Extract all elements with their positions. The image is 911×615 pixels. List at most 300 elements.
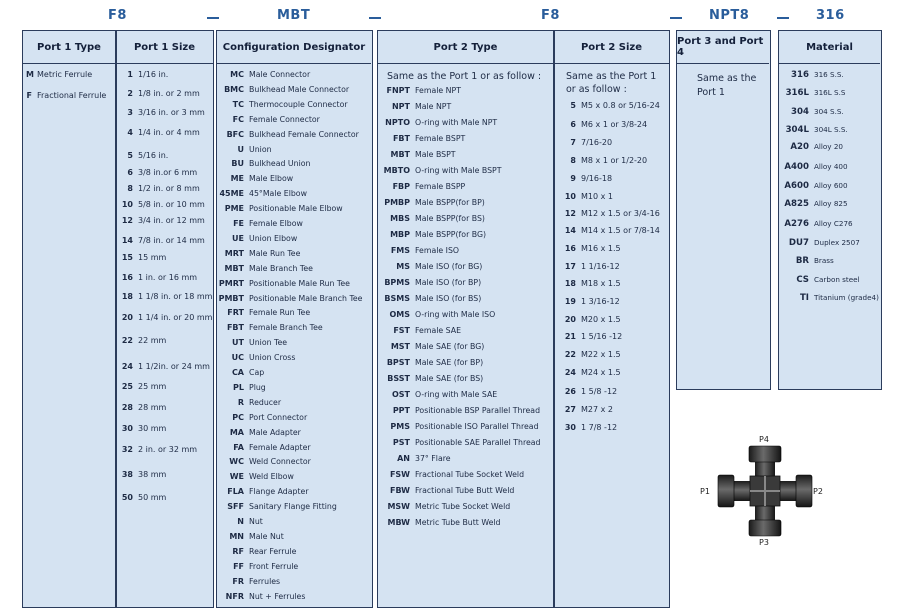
material-item-code: 316 bbox=[791, 70, 809, 80]
port2-type-item-desc: Male SAE (for BS) bbox=[415, 374, 484, 383]
cross-fitting-diagram bbox=[700, 432, 830, 550]
port2-type-item-desc: Male ISO (for BS) bbox=[415, 294, 482, 303]
port2-type-item-desc: O-ring with Male BSPT bbox=[415, 166, 502, 175]
port1-size-item-code: 4 bbox=[127, 128, 133, 137]
port2-size-item-code: 12 bbox=[564, 209, 576, 218]
port2-type-item bbox=[378, 119, 497, 127]
port1-type-item bbox=[26, 92, 106, 100]
config-item-desc: Male Elbow bbox=[249, 174, 294, 184]
config-item-desc: Rear Ferrule bbox=[249, 546, 297, 556]
port2-size-item-desc: 1 7/8 -12 bbox=[581, 423, 618, 432]
config-item bbox=[217, 86, 349, 94]
config-item-desc: Union Tee bbox=[249, 338, 288, 348]
col-header-config: Configuration Designator bbox=[217, 31, 371, 64]
config-item-desc: Female Adapter bbox=[249, 442, 311, 452]
port2-size-item bbox=[554, 210, 660, 218]
port2-type-item-code: FST bbox=[393, 326, 410, 335]
port2-size-item-code: 10 bbox=[564, 192, 576, 201]
config-item-code: PMRT bbox=[218, 278, 244, 288]
port2-type-item-code: OST bbox=[391, 390, 410, 399]
port2-size-item-code: 14 bbox=[564, 226, 576, 235]
port1-size-item-desc: 1 1/8 in. or 18 mm bbox=[138, 292, 213, 301]
config-item-desc: Positionable Male Run Tee bbox=[249, 278, 350, 288]
material-item-desc: Duplex 2507 bbox=[814, 238, 860, 247]
port2-type-item-code: FNPT bbox=[386, 86, 410, 95]
config-item-code: PL bbox=[233, 382, 244, 392]
material-item-code: A825 bbox=[784, 199, 809, 209]
col-header-port2-type: Port 2 Type bbox=[378, 31, 553, 64]
port1-size-item-desc: 50 mm bbox=[138, 493, 167, 502]
port1-size-item bbox=[116, 71, 168, 79]
port2-size-item-desc: M14 x 1.5 or 7/8-14 bbox=[581, 226, 660, 235]
port2-type-item bbox=[378, 247, 459, 255]
config-item-desc: 45°Male Elbow bbox=[249, 189, 307, 199]
port1-size-item bbox=[116, 129, 200, 137]
port2-size-item bbox=[554, 139, 612, 147]
port2-type-item bbox=[378, 391, 497, 399]
port2-type-item-desc: 37° Flare bbox=[415, 454, 451, 463]
config-item bbox=[217, 593, 305, 601]
port1-size-item-code: 8 bbox=[127, 184, 133, 193]
port1-size-item bbox=[116, 90, 200, 98]
material-item bbox=[779, 182, 848, 191]
port1-size-item-desc: 3/16 in. or 3 mm bbox=[138, 108, 205, 117]
port2-type-item-code: MBW bbox=[387, 518, 410, 527]
config-item bbox=[217, 235, 297, 243]
port1-size-item-desc: 1 1/4 in. or 20 mm bbox=[138, 313, 213, 322]
material-item-code: A400 bbox=[784, 162, 809, 172]
cross-fitting-icon bbox=[700, 432, 830, 550]
port2-size-item-code: 8 bbox=[570, 156, 576, 165]
config-item bbox=[217, 309, 310, 317]
col-header-port1-type: Port 1 Type bbox=[23, 31, 115, 64]
config-item-desc: Weld Connector bbox=[249, 457, 311, 467]
label-p3: P3 bbox=[759, 538, 769, 547]
material-item bbox=[779, 143, 843, 152]
header-material: 316 bbox=[816, 8, 845, 23]
port1-type-item-code: M bbox=[26, 70, 34, 79]
config-item-code: U bbox=[237, 144, 244, 154]
port1-size-item-code: 6 bbox=[127, 168, 133, 177]
material-item-code: BR bbox=[795, 256, 809, 266]
port1-size-item-code: 10 bbox=[121, 200, 133, 209]
col-header-port34: Port 3 and Port 4 bbox=[677, 31, 769, 64]
port1-size-item bbox=[116, 494, 166, 502]
port1-size-item-code: 30 bbox=[121, 424, 133, 433]
port1-size-item-desc: 15 mm bbox=[138, 253, 167, 262]
port1-size-item bbox=[116, 201, 205, 209]
port2-type-item-desc: Male BSPT bbox=[415, 150, 456, 159]
port1-size-item-desc: 1/8 in. or 2 mm bbox=[138, 89, 200, 98]
panel-port1 bbox=[22, 30, 214, 608]
config-item-desc: Male Nut bbox=[249, 531, 284, 541]
port2-type-item-code: FBT bbox=[392, 134, 410, 143]
config-item-code: FLA bbox=[227, 487, 244, 497]
port2-type-item-code: FBP bbox=[392, 182, 410, 191]
port1-size-item bbox=[116, 254, 166, 262]
port2-size-item-desc: M16 x 1.5 bbox=[581, 244, 621, 253]
port1-size-item-code: 18 bbox=[121, 292, 133, 301]
port1-size-item bbox=[116, 446, 197, 454]
config-item-code: MRT bbox=[224, 248, 244, 258]
port1-size-item bbox=[116, 109, 205, 117]
material-item bbox=[779, 163, 848, 172]
config-item-code: FA bbox=[233, 442, 244, 452]
config-item-code: SFF bbox=[227, 502, 244, 512]
material-item bbox=[779, 126, 848, 135]
port2-type-item bbox=[378, 295, 481, 303]
port1-size-item bbox=[116, 404, 166, 412]
config-item-code: WE bbox=[229, 472, 244, 482]
port2-type-intro: Same as the Port 1 or as follow : bbox=[387, 71, 542, 82]
port2-size-item-code: 18 bbox=[564, 279, 576, 288]
panel-port34 bbox=[676, 30, 771, 390]
port2-type-item-code: PMS bbox=[390, 422, 410, 431]
header-f8-left: F8 bbox=[108, 8, 127, 23]
port2-size-item-code: 20 bbox=[564, 315, 576, 324]
material-item-desc: 304 S.S. bbox=[814, 107, 844, 116]
port2-size-item-code: 21 bbox=[564, 332, 576, 341]
port1-size-item-desc: 7/8 in. or 14 mm bbox=[138, 236, 205, 245]
port2-type-item bbox=[378, 407, 540, 415]
header-dash bbox=[207, 17, 219, 19]
config-item bbox=[217, 265, 313, 273]
port2-size-item-desc: M27 x 2 bbox=[581, 405, 613, 414]
port1-size-item-code: 24 bbox=[121, 362, 133, 371]
port2-size-item-desc: 1 1/16-12 bbox=[581, 262, 620, 271]
port2-type-item-desc: Female BSPP bbox=[415, 182, 466, 191]
port2-size-item-desc: M24 x 1.5 bbox=[581, 368, 621, 377]
port2-type-item-code: MS bbox=[396, 262, 410, 271]
port2-type-item bbox=[378, 151, 456, 159]
port1-size-item-desc: 1 in. or 16 mm bbox=[138, 273, 198, 282]
material-item-code: 304 bbox=[791, 107, 809, 117]
port2-type-item-desc: Fractional Tube Socket Weld bbox=[415, 470, 525, 479]
port2-type-item-code: NPT bbox=[391, 102, 410, 111]
config-item bbox=[217, 518, 263, 526]
port1-size-item bbox=[116, 237, 205, 245]
port1-size-item-desc: 25 mm bbox=[138, 382, 167, 391]
panel-port2 bbox=[377, 30, 670, 608]
port1-size-item bbox=[116, 383, 166, 391]
config-item-desc: Bulkhead Female Connector bbox=[249, 129, 359, 139]
port1-size-item-code: 14 bbox=[121, 236, 133, 245]
port2-type-item-code: FBW bbox=[390, 486, 410, 495]
port2-type-item-code: BSMS bbox=[384, 294, 410, 303]
material-item-desc: Titanium (grade4) bbox=[814, 293, 879, 302]
config-item bbox=[217, 354, 295, 362]
port1-type-item-desc: Metric Ferrule bbox=[37, 70, 93, 79]
port2-type-item-desc: Fractional Tube Butt Weld bbox=[415, 486, 515, 495]
port2-size-item bbox=[554, 245, 621, 253]
config-item-code: N bbox=[237, 517, 244, 526]
config-item-code: MA bbox=[229, 427, 244, 437]
port1-size-item-code: 16 bbox=[121, 273, 133, 282]
config-item-code: TC bbox=[232, 99, 244, 109]
material-item bbox=[779, 276, 860, 285]
port1-size-item-code: 12 bbox=[121, 216, 133, 225]
port2-type-item bbox=[378, 487, 514, 495]
col-header-port1-size: Port 1 Size bbox=[116, 31, 213, 64]
config-item-desc: Nut + Ferrules bbox=[249, 591, 306, 601]
config-item bbox=[217, 295, 362, 303]
port2-type-item bbox=[378, 359, 483, 367]
port2-size-item bbox=[554, 102, 660, 110]
material-item bbox=[779, 108, 844, 117]
port2-type-item-code: MST bbox=[390, 342, 410, 351]
port1-size-item-code: 15 bbox=[121, 253, 133, 262]
header-dash bbox=[670, 17, 682, 19]
port2-type-item bbox=[378, 231, 486, 239]
material-item-code: TI bbox=[799, 293, 809, 303]
config-item bbox=[217, 503, 337, 511]
port2-size-item-code: 24 bbox=[564, 368, 576, 377]
config-item bbox=[217, 548, 296, 556]
port1-size-item-code: 32 bbox=[121, 445, 133, 454]
config-item bbox=[217, 533, 284, 541]
config-item-desc: Female Branch Tee bbox=[249, 323, 323, 333]
material-item bbox=[779, 200, 848, 209]
config-item bbox=[217, 563, 298, 571]
port2-type-item-code: AN bbox=[397, 454, 410, 463]
config-item-code: FE bbox=[233, 219, 244, 228]
label-p2: P2 bbox=[813, 487, 823, 496]
header-f8-right: F8 bbox=[541, 8, 560, 23]
config-item-code: BFC bbox=[226, 129, 244, 139]
port1-size-item-code: 28 bbox=[121, 403, 133, 412]
header-mbt: MBT bbox=[277, 8, 311, 23]
config-item-desc: Male Run Tee bbox=[249, 248, 301, 258]
material-item-code: CS bbox=[796, 275, 809, 285]
config-item-code: UE bbox=[232, 233, 244, 243]
port2-type-item bbox=[378, 167, 502, 175]
port2-size-item bbox=[554, 369, 621, 377]
port2-type-item-code: FMS bbox=[390, 246, 410, 255]
port2-size-item-code: 19 bbox=[564, 297, 576, 306]
config-item-code: MBT bbox=[224, 263, 244, 273]
config-item-desc: Union bbox=[249, 144, 272, 154]
port2-type-item bbox=[378, 279, 481, 287]
header-dash bbox=[777, 17, 789, 19]
port2-type-item bbox=[378, 199, 485, 207]
config-item-desc: Bulkhead Union bbox=[249, 159, 311, 169]
config-item bbox=[217, 146, 272, 154]
material-item-code: A276 bbox=[784, 219, 809, 229]
port1-size-item-desc: 3/4 in. or 12 mm bbox=[138, 216, 205, 225]
material-item-code: 316L bbox=[785, 88, 809, 98]
port1-size-item-desc: 28 mm bbox=[138, 403, 167, 412]
config-item-desc: Union Elbow bbox=[249, 233, 298, 243]
port2-type-item-desc: Male SAE (for BG) bbox=[415, 342, 485, 351]
config-item-code: BMC bbox=[224, 84, 244, 94]
port2-type-item-code: MBS bbox=[390, 214, 410, 223]
port2-size-item bbox=[554, 280, 621, 288]
port2-type-item-code: OMS bbox=[389, 310, 410, 319]
material-item-desc: Brass bbox=[814, 256, 834, 265]
config-item bbox=[217, 160, 310, 168]
material-item-code: A600 bbox=[784, 181, 809, 191]
config-item-desc: Sanitary Flange Fitting bbox=[249, 502, 337, 512]
config-item-desc: Plug bbox=[249, 382, 266, 392]
config-item bbox=[217, 116, 320, 124]
port1-size-item bbox=[116, 217, 205, 225]
port1-size-item-code: 3 bbox=[127, 108, 133, 117]
port2-size-item-desc: 1 5/8 -12 bbox=[581, 387, 618, 396]
port2-type-item-code: PST bbox=[392, 438, 410, 447]
port1-type-item-desc: Fractional Ferrule bbox=[37, 91, 107, 100]
port2-size-item-desc: M18 x 1.5 bbox=[581, 279, 621, 288]
port2-type-item bbox=[378, 471, 524, 479]
port2-size-item-desc: M5 x 0.8 or 5/16-24 bbox=[581, 101, 660, 110]
port2-type-item-code: MBTO bbox=[383, 166, 410, 175]
port2-type-item bbox=[378, 439, 541, 447]
port2-type-item-desc: Male BSPP(for BP) bbox=[415, 198, 485, 207]
material-item-desc: 304L S.S. bbox=[814, 125, 848, 134]
port1-size-item bbox=[116, 471, 166, 479]
port2-size-item bbox=[554, 193, 613, 201]
port1-size-item-code: 20 bbox=[121, 313, 133, 322]
port1-size-item-desc: 30 mm bbox=[138, 424, 167, 433]
config-item-desc: Front Ferrule bbox=[249, 561, 299, 571]
material-item bbox=[779, 220, 853, 229]
port1-size-item-desc: 22 mm bbox=[138, 336, 167, 345]
port2-type-item-desc: Male BSPP(for BG) bbox=[415, 230, 487, 239]
config-item-code: PME bbox=[224, 204, 244, 214]
port2-type-item-desc: Female SAE bbox=[415, 326, 462, 335]
port2-size-item-code: 6 bbox=[570, 120, 576, 129]
panel-material bbox=[778, 30, 882, 390]
port2-type-item-desc: Metric Tube Butt Weld bbox=[415, 518, 501, 527]
config-item bbox=[217, 220, 303, 228]
port1-size-item-desc: 1/2 in. or 8 mm bbox=[138, 184, 200, 193]
material-item-desc: Carbon steel bbox=[814, 275, 860, 284]
material-item bbox=[779, 71, 844, 80]
port2-size-item bbox=[554, 298, 620, 306]
port2-type-item-desc: Male BSPP(for BS) bbox=[415, 214, 485, 223]
port2-size-item bbox=[554, 333, 622, 341]
port2-type-item-desc: Male ISO (for BG) bbox=[415, 262, 483, 271]
port2-size-item-code: 9 bbox=[570, 174, 576, 183]
header-npt8: NPT8 bbox=[709, 8, 750, 23]
port34-text-2: Port 1 bbox=[697, 87, 725, 98]
port2-size-item bbox=[554, 351, 621, 359]
port2-type-item bbox=[378, 87, 461, 95]
config-item-desc: Union Cross bbox=[249, 353, 296, 363]
config-item-desc: Nut bbox=[249, 517, 263, 526]
header-dash bbox=[369, 17, 381, 19]
config-item bbox=[217, 71, 310, 79]
port2-type-item bbox=[378, 183, 465, 191]
material-item-code: A20 bbox=[790, 142, 809, 152]
port1-size-item-desc: 5/16 in. bbox=[138, 151, 169, 160]
col-header-port2-size: Port 2 Size bbox=[554, 31, 669, 64]
port1-size-item-desc: 1/16 in. bbox=[138, 70, 169, 79]
config-item bbox=[217, 250, 300, 258]
port2-size-item bbox=[554, 157, 647, 165]
port2-size-item-code: 30 bbox=[564, 423, 576, 432]
port1-size-item bbox=[116, 169, 197, 177]
port2-type-item-desc: Male ISO (for BP) bbox=[415, 278, 482, 287]
config-item-code: MN bbox=[229, 531, 244, 541]
port2-type-item-desc: Female NPT bbox=[415, 86, 461, 95]
port2-type-item-desc: Positionable BSP Parallel Thread bbox=[415, 406, 541, 415]
port2-type-item bbox=[378, 455, 451, 463]
port1-size-item bbox=[116, 314, 212, 322]
material-item-desc: Alloy 825 bbox=[814, 199, 848, 208]
material-item bbox=[779, 294, 879, 303]
port1-size-item bbox=[116, 363, 210, 371]
config-item-code: R bbox=[237, 397, 244, 407]
config-item-code: 45ME bbox=[219, 189, 244, 199]
port2-size-item-desc: M22 x 1.5 bbox=[581, 350, 621, 359]
config-item-desc: Thermocouple Connector bbox=[249, 99, 348, 109]
config-item-desc: Male Adapter bbox=[249, 427, 301, 437]
config-item-code: WC bbox=[229, 457, 244, 467]
port2-size-item-code: 26 bbox=[564, 387, 576, 396]
port1-size-item-code: 50 bbox=[121, 493, 133, 502]
port2-type-item bbox=[378, 311, 495, 319]
port2-size-item-code: 16 bbox=[564, 244, 576, 253]
port2-type-item-code: BPST bbox=[386, 358, 410, 367]
port1-size-item-code: 2 bbox=[127, 89, 133, 98]
port2-type-item-desc: Positionable ISO Parallel Thread bbox=[415, 422, 539, 431]
port2-size-item bbox=[554, 175, 612, 183]
config-item-desc: Port Connector bbox=[249, 412, 308, 422]
port1-size-item-code: 38 bbox=[121, 470, 133, 479]
port2-type-item-desc: O-ring with Male ISO bbox=[415, 310, 496, 319]
port2-type-item bbox=[378, 327, 461, 335]
port1-size-item-desc: 3/8 in.or 6 mm bbox=[138, 168, 198, 177]
config-item bbox=[217, 101, 348, 109]
config-item bbox=[217, 444, 311, 452]
port2-size-item-desc: 1 3/16-12 bbox=[581, 297, 620, 306]
port1-size-item bbox=[116, 425, 166, 433]
port1-size-item-desc: 2 in. or 32 mm bbox=[138, 445, 198, 454]
port2-type-item bbox=[378, 343, 484, 351]
config-item-desc: Female Run Tee bbox=[249, 308, 311, 318]
config-item-code: CA bbox=[231, 368, 244, 377]
port2-size-item-desc: M20 x 1.5 bbox=[581, 315, 621, 324]
port1-size-item-code: 25 bbox=[121, 382, 133, 391]
port2-size-item-desc: M6 x 1 or 3/8-24 bbox=[581, 120, 648, 129]
config-item-code: NFR bbox=[225, 591, 244, 601]
config-item-desc: Cap bbox=[249, 368, 265, 377]
config-item bbox=[217, 429, 301, 437]
port2-type-item-desc: Metric Tube Socket Weld bbox=[415, 502, 511, 511]
material-item-desc: Alloy C276 bbox=[814, 219, 853, 228]
material-item-desc: 316L S.S bbox=[814, 88, 846, 97]
config-item bbox=[217, 369, 264, 377]
port2-size-item bbox=[554, 263, 620, 271]
port2-size-item bbox=[554, 316, 621, 324]
config-item-code: FBT bbox=[226, 323, 244, 333]
port2-size-item-desc: M10 x 1 bbox=[581, 192, 613, 201]
label-p1: P1 bbox=[700, 487, 710, 496]
port2-size-item bbox=[554, 406, 613, 414]
port2-size-item-code: 7 bbox=[570, 138, 576, 147]
config-item-desc: Positionable Male Elbow bbox=[249, 204, 343, 214]
port1-size-item-code: 1 bbox=[127, 70, 133, 79]
config-item bbox=[217, 131, 359, 139]
material-item bbox=[779, 89, 845, 98]
material-item-code: DU7 bbox=[788, 238, 809, 248]
port2-type-item-code: MBT bbox=[390, 150, 410, 159]
port2-type-item-desc: Male SAE (for BP) bbox=[415, 358, 484, 367]
port1-size-item bbox=[116, 152, 168, 160]
config-item-desc: Female Elbow bbox=[249, 219, 303, 228]
config-item-code: FRT bbox=[227, 308, 244, 318]
port1-size-item-desc: 5/8 in. or 10 mm bbox=[138, 200, 205, 209]
